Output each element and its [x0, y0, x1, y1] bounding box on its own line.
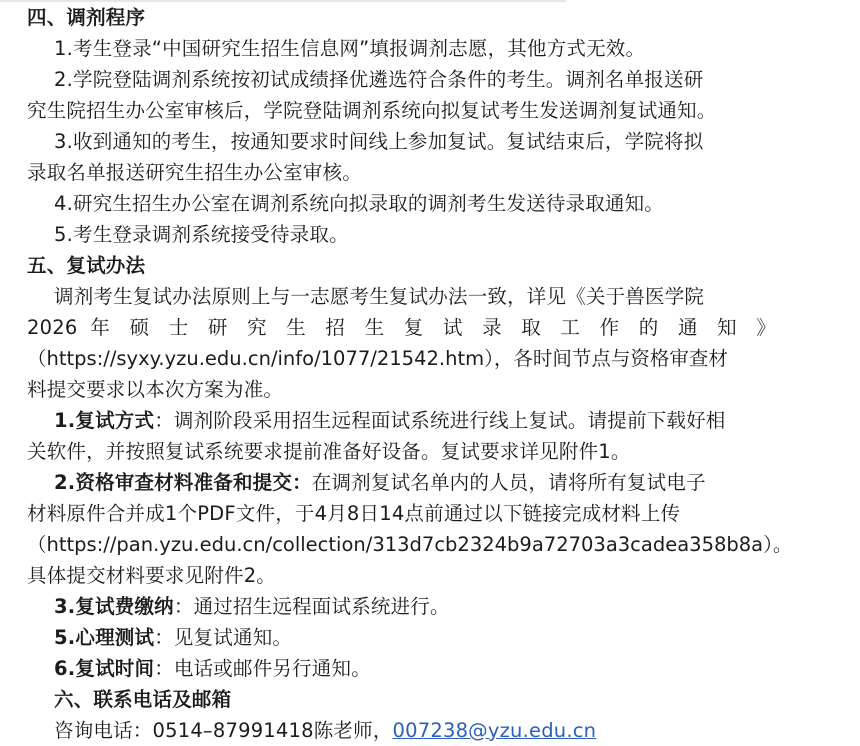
- procedure-step-2: 2.学院登陆调剂系统按初试成绩择优遴选符合条件的考生。调剂名单报送研: [54, 68, 704, 91]
- retest-item-materials-cont: 材料原件合并成1个PDF文件，于4月8日14点前通过以下链接完成材料上传: [27, 502, 681, 525]
- retest-item-materials-note: 具体提交材料要求见附件2。: [27, 564, 277, 587]
- retest-item-psych-text: ：见复试通知。: [154, 626, 293, 649]
- document-body: [27, 2, 842, 746]
- retest-item-method-text: ：调剂阶段采用招生远程面试系统进行线上复试。请提前下载好相: [154, 409, 726, 432]
- retest-intro-url[interactable]: （https://syxy.yzu.edu.cn/info/1077/21542.htm），各时间节点与资格审查材: [27, 347, 728, 370]
- procedure-step-2-cont: 究生院招生办公室审核后，学院登陆调剂系统向拟复试考生发送调剂复试通知。: [27, 99, 717, 122]
- retest-item-fee: [27, 591, 842, 622]
- retest-item-method-label: 1.复试方式: [54, 409, 155, 432]
- retest-item-fee-text: ：通过招生远程面试系统进行。: [173, 595, 450, 618]
- contact-phone: 咨询电话：0514–87991418陈老师，: [54, 719, 393, 742]
- retest-item-time-label: 6.复试时间: [54, 657, 155, 680]
- procedure-step-3-cont: 录取名单报送研究生招生办公室审核。: [27, 161, 362, 184]
- retest-intro-cont: 料提交要求以本次方案为准。: [27, 378, 284, 401]
- retest-item-materials: [27, 467, 842, 498]
- retest-item-method-cont: 关软件，并按照复试系统要求提前准备好设备。复试要求详见附件1。: [27, 440, 631, 463]
- retest-intro: 调剂考生复试办法原则上与一志愿考生复试办法一致，详见《关于兽医学院: [54, 285, 705, 308]
- retest-item-time-text: ：电话或邮件另行通知。: [154, 657, 371, 680]
- retest-item-fee-label: 3.复试费缴纳: [54, 595, 174, 618]
- procedure-step-5: 5.考生登录调剂系统接受待录取。: [54, 223, 349, 246]
- retest-item-time: [27, 653, 842, 684]
- retest-item-materials-label: 2.资格审查材料准备和提交：: [54, 471, 312, 494]
- retest-intro-notice-title: 2026 年 硕 士 研 究 生 招 生 复 试 录 取 工 作 的 通 知 》: [27, 316, 776, 339]
- contact-line: [27, 715, 842, 746]
- section-heading-procedure: 四、调剂程序: [27, 6, 146, 29]
- section-heading-retest: 五、复试办法: [27, 254, 146, 277]
- procedure-step-4: 4.研究生招生办公室在调剂系统向拟录取的调剂考生发送待录取通知。: [54, 192, 665, 215]
- retest-item-psych: [27, 622, 842, 653]
- procedure-step-1: 1.考生登录“中国研究生招生信息网”填报调剂志愿，其他方式无效。: [54, 37, 646, 60]
- retest-item-materials-url[interactable]: （https://pan.yzu.edu.cn/collection/313d7cb2324b9a72703a3cadea358b8a）。: [27, 533, 793, 556]
- retest-item-method: [27, 405, 842, 436]
- contact-email-link[interactable]: 007238@yzu.edu.cn: [392, 719, 597, 742]
- section-heading-contact: 六、联系电话及邮箱: [54, 688, 232, 711]
- retest-item-materials-text: 在调剂复试名单内的人员，请将所有复试电子: [311, 471, 706, 494]
- retest-item-psych-label: 5.心理测试: [54, 626, 155, 649]
- procedure-step-3: 3.收到通知的考生，按通知要求时间线上参加复试。复试结束后，学院将拟: [54, 130, 704, 153]
